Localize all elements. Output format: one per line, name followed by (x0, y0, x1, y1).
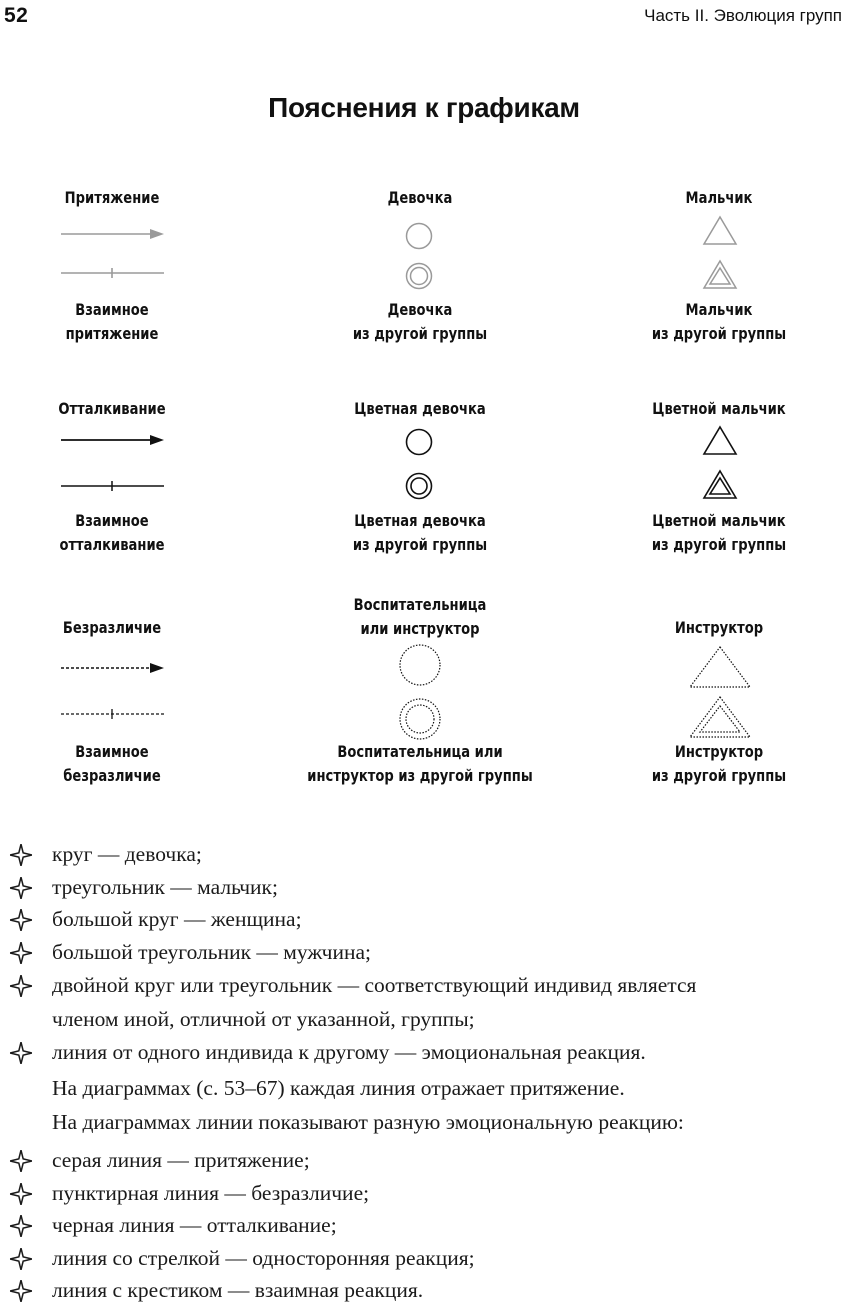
label-indifference: Безразличие (62, 618, 162, 637)
label-attraction: Притяжение (64, 188, 160, 207)
four-pointed-star-icon (8, 842, 34, 868)
list-item: черная линия — отталкивание; (52, 1213, 337, 1237)
list-item: круг — девочка; (52, 842, 202, 866)
black-circle-icon (403, 426, 435, 458)
label-educator-other-group: Воспитательница или инструктор из другой группы (307, 742, 533, 785)
black-arrow-line-icon (60, 432, 170, 448)
list-item: двойной круг или треугольник — соответствующий индивид является (52, 973, 697, 997)
label-colored-girl: Цветная девочка (354, 399, 486, 418)
label-instructor-other-group: Инструктор из другой группы (651, 742, 787, 785)
gray-double-triangle-icon (700, 258, 740, 292)
list-item: линия со стрелкой — односторонняя реакция; (52, 1246, 475, 1270)
list-item: линия от одного индивида к другому — эмоциональная реакция. (52, 1040, 646, 1064)
page-number: 52 (4, 4, 29, 27)
label-repulsion: Отталкивание (58, 399, 166, 418)
label-boy-other-group: Мальчик из другой группы (651, 300, 787, 343)
four-pointed-star-icon (8, 1181, 34, 1207)
paragraph: На диаграммах линии показывают разную эмоциональную реакцию: (52, 1110, 684, 1134)
dotted-double-large-circle-icon (397, 696, 443, 742)
gray-cross-line-icon (60, 265, 170, 281)
black-triangle-icon (700, 424, 740, 458)
gray-circle-icon (403, 220, 435, 252)
label-colored-girl-other-group: Цветная девочка из другой группы (352, 511, 488, 554)
gray-double-circle-icon (403, 260, 435, 292)
dotted-large-circle-icon (397, 642, 443, 688)
label-mutual-attraction: Взаимное притяжение (65, 300, 159, 343)
black-cross-line-icon (60, 478, 170, 494)
running-head: Часть II. Эволюция групп (644, 6, 842, 25)
list-item: серая линия — притяжение; (52, 1148, 310, 1172)
list-item: пунктирная линия — безразличие; (52, 1181, 370, 1205)
list-item: большой круг — женщина; (52, 907, 302, 931)
dashed-arrow-line-icon (60, 660, 170, 676)
label-girl: Девочка (387, 188, 453, 207)
gray-triangle-icon (700, 214, 740, 248)
four-pointed-star-icon (8, 1246, 34, 1272)
label-colored-boy-other-group: Цветной мальчик из другой группы (651, 511, 787, 554)
label-mutual-repulsion: Взаимное отталкивание (59, 511, 165, 554)
label-mutual-indifference: Взаимное безразличие (63, 742, 161, 785)
four-pointed-star-icon (8, 1040, 34, 1066)
black-double-triangle-icon (700, 468, 740, 502)
dotted-double-large-triangle-icon (686, 694, 754, 740)
label-educator: Воспитательница или инструктор (353, 595, 487, 638)
label-colored-boy: Цветной мальчик (652, 399, 786, 418)
four-pointed-star-icon (8, 875, 34, 901)
four-pointed-star-icon (8, 1148, 34, 1174)
list-item: линия с крестиком — взаимная реакция. (52, 1278, 424, 1302)
label-girl-other-group: Девочка из другой группы (352, 300, 488, 343)
list-item: большой треугольник — мужчина; (52, 940, 372, 964)
four-pointed-star-icon (8, 973, 34, 999)
label-instructor: Инструктор (674, 618, 764, 637)
four-pointed-star-icon (8, 1213, 34, 1239)
list-item: треугольник — мальчик; (52, 875, 278, 899)
four-pointed-star-icon (8, 940, 34, 966)
dotted-large-triangle-icon (686, 644, 754, 690)
dashed-cross-line-icon (60, 706, 170, 722)
black-double-circle-icon (403, 470, 435, 502)
legend-title: Пояснения к графикам (268, 92, 580, 123)
paragraph: На диаграммах (с. 53–67) каждая линия отражает притяжение. (52, 1076, 625, 1100)
list-item-continuation: членом иной, отличной от указанной, группы; (52, 1007, 475, 1031)
label-boy: Мальчик (685, 188, 753, 207)
gray-arrow-line-icon (60, 226, 170, 242)
four-pointed-star-icon (8, 907, 34, 933)
four-pointed-star-icon (8, 1278, 34, 1304)
